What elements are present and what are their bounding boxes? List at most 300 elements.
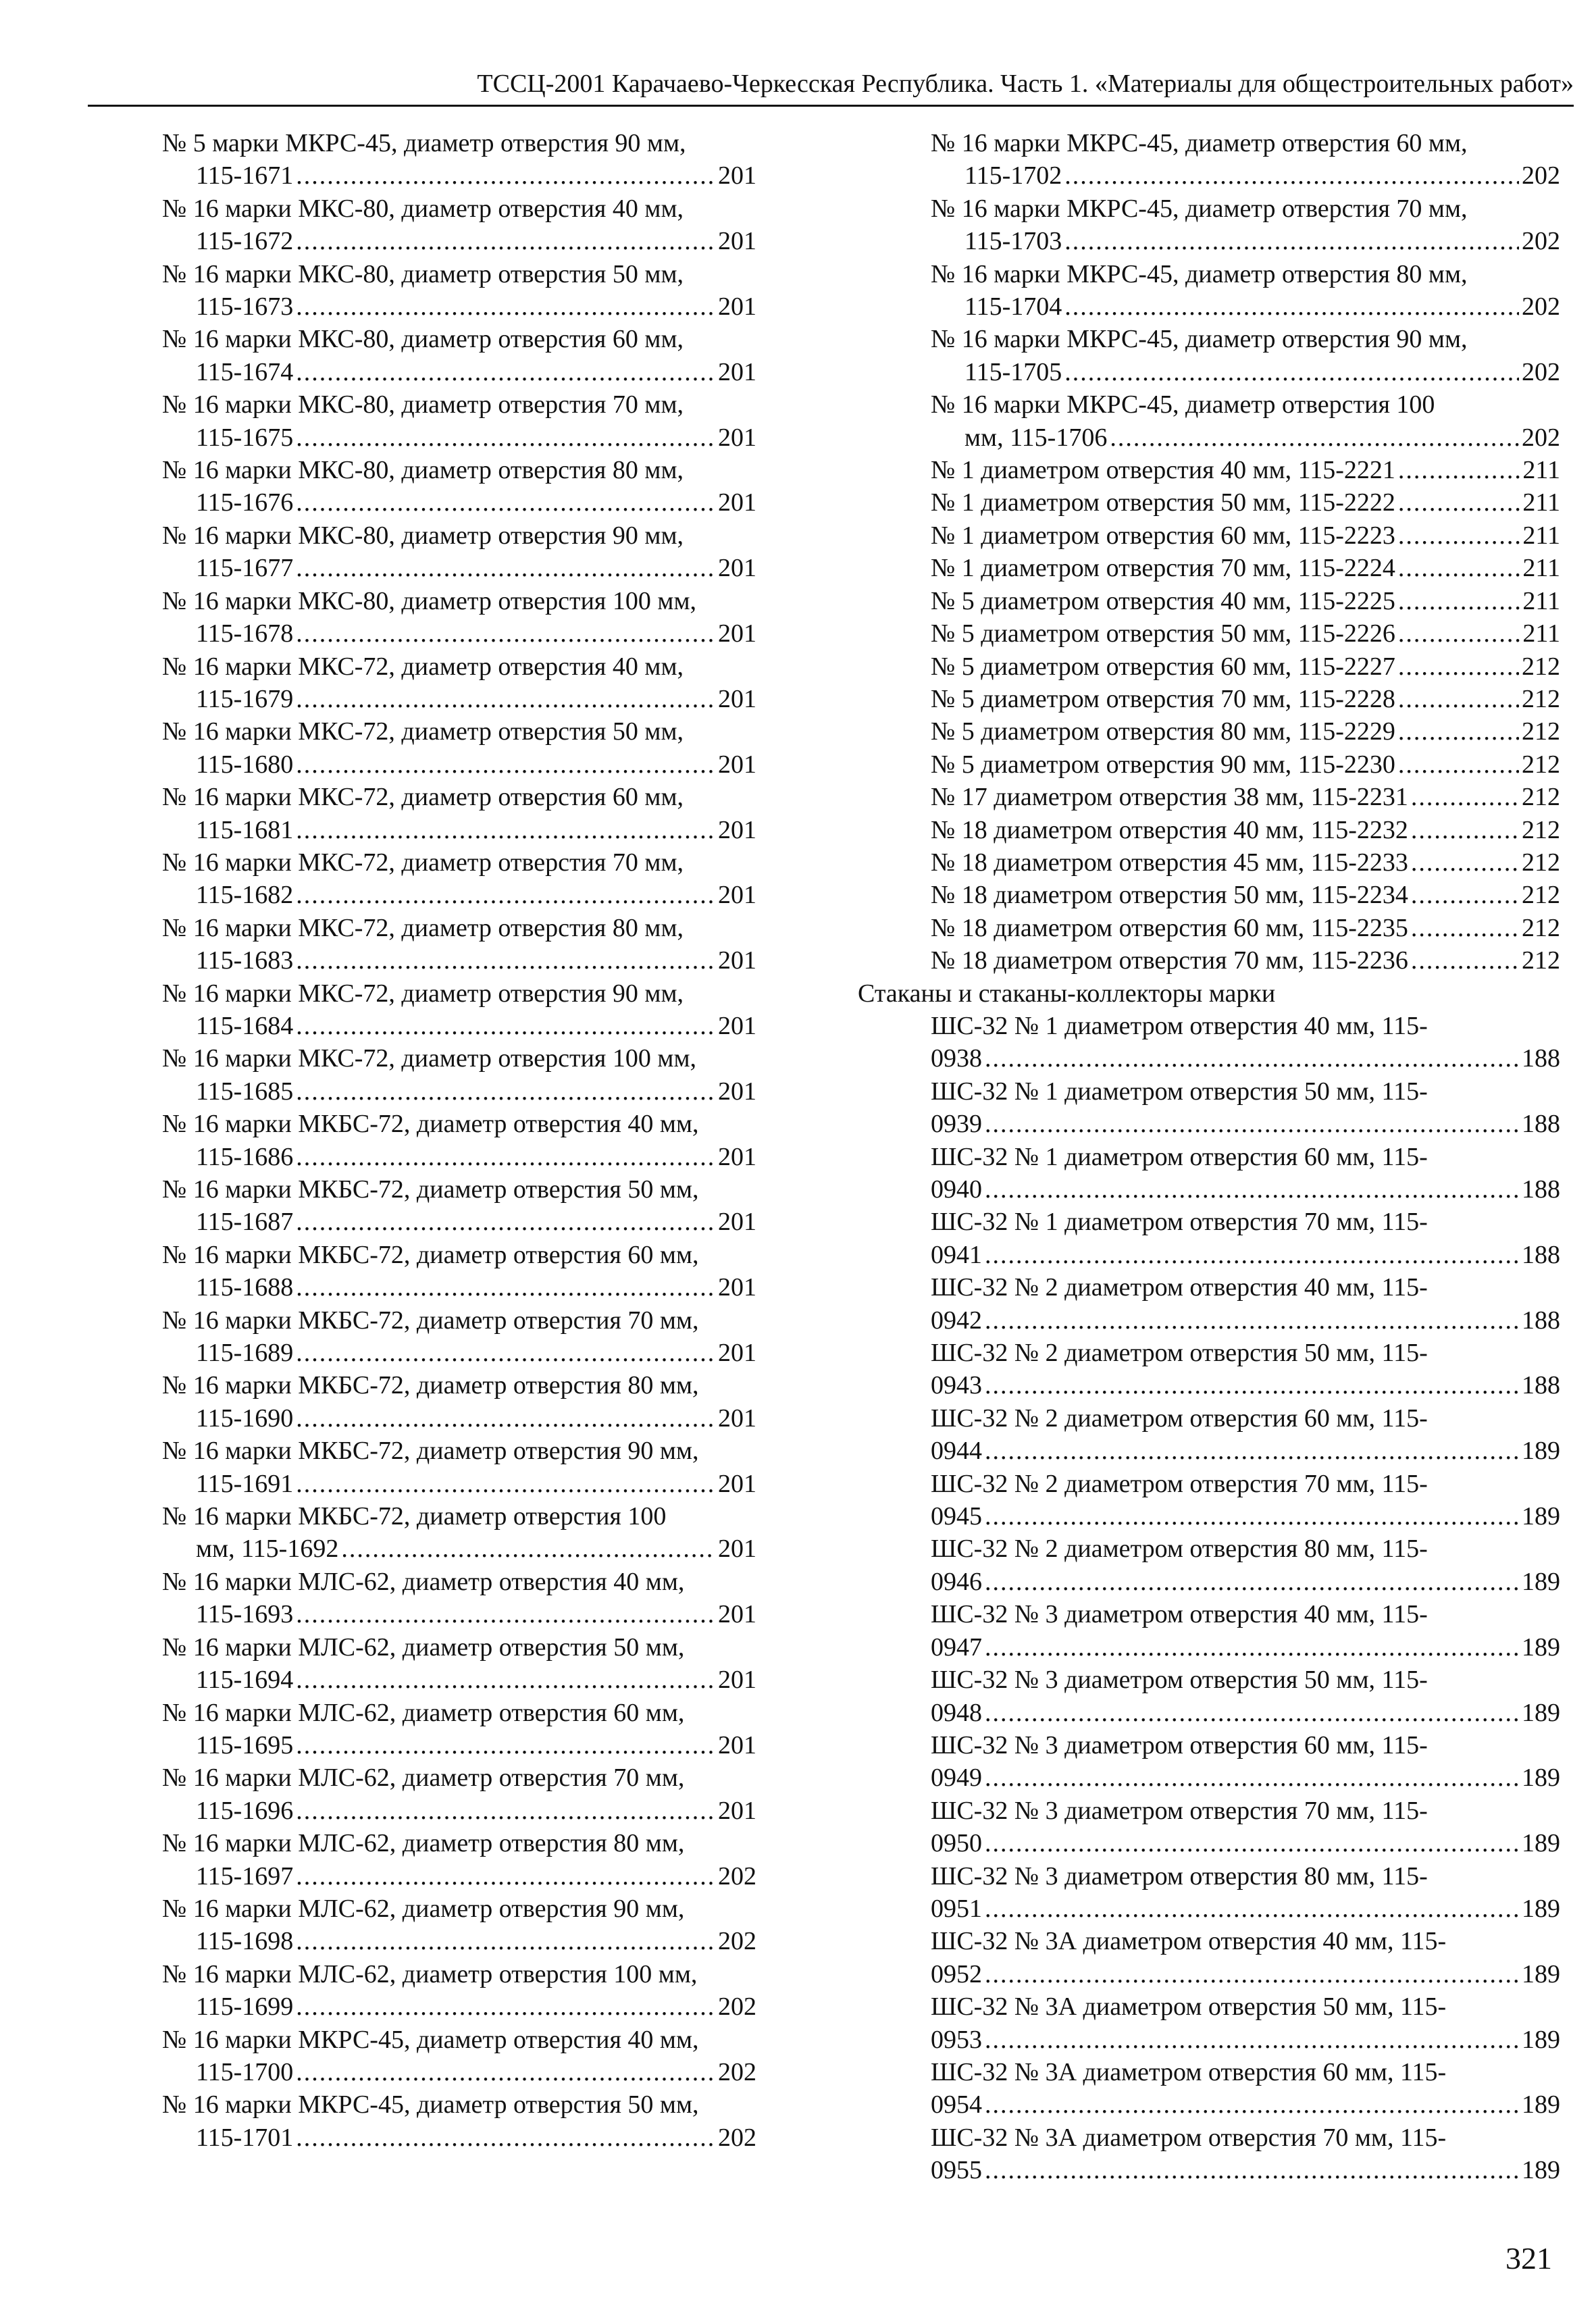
entry-title: № 16 марки МКС-80, диаметр отверстия 90 мм,	[162, 521, 684, 550]
index-entry	[162, 1369, 756, 1435]
entry-text: № 5 диаметром отверстия 50 мм, 115-2226	[931, 619, 1395, 648]
entry-code: 115-1682	[196, 881, 294, 910]
entry-ref-line	[162, 1664, 756, 1696]
index-entry	[162, 1762, 756, 1827]
index-entry	[162, 1108, 756, 1173]
entry-title: № 16 марки МЛС-62, диаметр отверстия 40 мм,	[162, 1567, 685, 1596]
index-entry	[162, 650, 756, 716]
dot-leader	[296, 683, 715, 715]
dot-leader	[296, 2056, 715, 2088]
dot-leader	[1411, 912, 1519, 944]
entry-code: 0953	[931, 2025, 982, 2054]
entry-ref-line	[931, 1958, 1560, 1990]
entry-ref-line	[162, 1141, 756, 1173]
entry-text: № 17 диаметром отверстия 38 мм, 115-2231	[931, 783, 1408, 812]
entry-page: 189	[1522, 1437, 1560, 1466]
entry-title: ШС-32 № 3 диаметром отверстия 70 мм, 115-	[931, 1796, 1428, 1825]
entry-code: 0954	[931, 2090, 982, 2119]
entry-code: 0939	[931, 1110, 982, 1139]
index-entry-single	[931, 585, 1560, 617]
entry-ref-line	[162, 1533, 756, 1565]
entry-page: 189	[1522, 1959, 1560, 1988]
dot-leader	[341, 1533, 715, 1565]
entry-page: 188	[1522, 1175, 1560, 1204]
entry-ref-line	[162, 1990, 756, 2023]
entry-page: 188	[1522, 1240, 1560, 1269]
entry-page: 189	[1522, 2156, 1560, 2185]
entry-code: 115-1679	[196, 684, 294, 713]
index-entry	[931, 1010, 1560, 1075]
index-entry	[162, 192, 756, 258]
entry-title: № 16 марки МКС-80, диаметр отверстия 50 мм,	[162, 259, 684, 288]
entry-page: 201	[718, 1666, 756, 1695]
entry-title: № 16 марки МКРС-45, диаметр отверстия 70 мм,	[931, 194, 1468, 223]
entry-title: ШС-32 № 3 диаметром отверстия 40 мм, 115-	[931, 1600, 1428, 1629]
entry-title: № 16 марки МКРС-45, диаметр отверстия 80 мм,	[931, 259, 1468, 288]
dot-leader	[985, 2024, 1519, 2056]
entry-title: № 16 марки МКС-72, диаметр отверстия 40 мм,	[162, 652, 684, 681]
index-entry	[162, 912, 756, 977]
entry-page: 189	[1522, 1764, 1560, 1793]
index-entry	[162, 1239, 756, 1304]
entry-text: № 5 диаметром отверстия 90 мм, 115-2230	[931, 750, 1395, 779]
index-entry	[162, 1631, 756, 1697]
index-entry	[931, 1402, 1560, 1468]
index-entry	[162, 258, 756, 324]
entry-ref-line	[162, 1795, 756, 1827]
entry-title: ШС-32 № 1 диаметром отверстия 40 мм, 115-	[931, 1011, 1428, 1040]
entry-ref-line	[162, 1598, 756, 1630]
index-entry	[162, 781, 756, 846]
entry-ref-line	[162, 1271, 756, 1304]
index-entry	[931, 1795, 1560, 1860]
dot-leader	[296, 617, 715, 650]
entry-ref-line	[162, 225, 756, 257]
index-entry	[162, 1958, 756, 2024]
entry-ref-line	[162, 1075, 756, 1108]
entry-page: 188	[1522, 1044, 1560, 1073]
dot-leader	[985, 1239, 1519, 1271]
index-entry	[162, 1893, 756, 1958]
entry-code: 115-1703	[964, 227, 1062, 256]
entry-title: ШС-32 № 3 диаметром отверстия 80 мм, 115-	[931, 1861, 1428, 1891]
entry-code: 115-1683	[196, 946, 294, 975]
entry-page: 202	[1522, 161, 1560, 190]
entry-code: 0949	[931, 1764, 982, 1793]
entry-title: ШС-32 № 3А диаметром отверстия 70 мм, 115-	[931, 2123, 1447, 2152]
entry-title: № 16 марки МКБС-72, диаметр отверстия 90 мм,	[162, 1437, 699, 1466]
index-entry	[931, 1075, 1560, 1141]
index-entry-single	[931, 617, 1560, 650]
entry-title: № 16 марки МКС-72, диаметр отверстия 60 мм,	[162, 783, 684, 812]
entry-code: 0946	[931, 1567, 982, 1596]
index-entry	[931, 192, 1560, 258]
entry-code: 115-1694	[196, 1666, 294, 1695]
dot-leader	[985, 1827, 1519, 1859]
entry-title: № 16 марки МЛС-62, диаметр отверстия 90 мм,	[162, 1894, 685, 1923]
entry-ref-line	[931, 2088, 1560, 2121]
entry-code: 115-1697	[196, 1861, 294, 1891]
entry-title: ШС-32 № 1 диаметром отверстия 70 мм, 115-	[931, 1208, 1428, 1237]
entry-page: 212	[1522, 652, 1560, 681]
entry-page: 189	[1522, 2025, 1560, 2054]
entry-ref-line	[931, 1500, 1560, 1533]
entry-title: ШС-32 № 3А диаметром отверстия 50 мм, 115-	[931, 1992, 1447, 2022]
entry-code: 115-1675	[196, 423, 294, 452]
entry-page: 201	[718, 684, 756, 713]
entry-page: 201	[718, 292, 756, 322]
entry-page: 201	[718, 161, 756, 190]
entry-ref-line	[931, 1042, 1560, 1075]
entry-code: 115-1700	[196, 2057, 294, 2086]
entry-code: 115-1686	[196, 1142, 294, 1171]
dot-leader	[985, 1566, 1519, 1598]
index-entry-single	[931, 650, 1560, 683]
index-entry	[931, 1598, 1560, 1664]
entry-title: ШС-32 № 3А диаметром отверстия 40 мм, 115-	[931, 1927, 1447, 1956]
index-entry	[931, 1925, 1560, 1990]
dot-leader	[1398, 683, 1519, 715]
entry-text: № 5 диаметром отверстия 60 мм, 115-2227	[931, 652, 1395, 681]
entry-page: 201	[718, 1469, 756, 1498]
section-entries	[858, 1010, 1560, 2187]
entry-page: 201	[718, 750, 756, 779]
entry-title: ШС-32 № 2 диаметром отверстия 60 мм, 115-	[931, 1404, 1428, 1433]
entry-page: 202	[718, 1861, 756, 1891]
entry-code: 115-1671	[196, 161, 294, 190]
entry-title: № 16 марки МКРС-45, диаметр отверстия 60 мм,	[931, 129, 1468, 157]
entry-ref-line	[931, 290, 1560, 323]
entry-page: 202	[1522, 227, 1560, 256]
entry-page: 211	[1522, 488, 1560, 517]
entry-page: 201	[718, 227, 756, 256]
entry-text: № 18 диаметром отверстия 70 мм, 115-2236	[931, 946, 1408, 975]
entry-title: № 16 марки МКС-80, диаметр отверстия 80 мм,	[162, 456, 684, 485]
entry-title: № 16 марки МКБС-72, диаметр отверстия 40 мм,	[162, 1110, 699, 1139]
entry-ref-line	[162, 421, 756, 454]
entry-page: 201	[718, 946, 756, 975]
dot-leader	[296, 1925, 715, 1957]
entry-ref-line	[162, 1925, 756, 1957]
entry-code: 115-1672	[196, 227, 294, 256]
index-entry	[162, 127, 756, 192]
entry-code: 115-1705	[964, 357, 1062, 386]
dot-leader	[985, 2154, 1519, 2186]
dot-leader	[296, 1075, 715, 1108]
index-entry	[931, 1664, 1560, 1729]
index-entry	[931, 1533, 1560, 1598]
dot-leader	[296, 2122, 715, 2154]
entry-page: 189	[1522, 1502, 1560, 1531]
dot-leader	[985, 1369, 1519, 1402]
index-entry	[931, 127, 1560, 192]
entry-ref-line	[162, 356, 756, 388]
entry-title: № 16 марки МКРС-45, диаметр отверстия 50 мм,	[162, 2090, 699, 2119]
entry-page: 212	[1522, 717, 1560, 746]
index-entry	[162, 2088, 756, 2154]
entry-ref-line	[162, 2056, 756, 2088]
dot-leader	[1411, 846, 1519, 879]
dot-leader	[296, 1729, 715, 1762]
entry-page: 202	[1522, 423, 1560, 452]
entry-page: 211	[1522, 554, 1560, 583]
entry-title: № 16 марки МКБС-72, диаметр отверстия 100	[162, 1502, 667, 1531]
entry-code: 0944	[931, 1437, 982, 1466]
entry-ref-line	[931, 2024, 1560, 2056]
entry-ref-line	[931, 1827, 1560, 1859]
index-entry-single	[931, 781, 1560, 813]
entry-ref-line	[162, 290, 756, 323]
index-entry	[931, 2056, 1560, 2122]
entry-ref-line	[931, 1893, 1560, 1925]
dot-leader	[296, 1795, 715, 1827]
entry-ref-line	[931, 225, 1560, 257]
entry-title: № 16 марки МЛС-62, диаметр отверстия 50 мм,	[162, 1632, 685, 1662]
entry-text: № 1 диаметром отверстия 50 мм, 115-2222	[931, 488, 1395, 517]
dot-leader	[296, 225, 715, 257]
entry-page: 212	[1522, 848, 1560, 877]
entry-ref-line	[931, 1304, 1560, 1337]
entry-page: 202	[718, 2123, 756, 2152]
dot-leader	[1064, 225, 1519, 257]
index-entry-single	[931, 683, 1560, 715]
entry-code: 115-1678	[196, 619, 294, 648]
index-entry-single	[931, 944, 1560, 977]
dot-leader	[1411, 814, 1519, 846]
dot-leader	[985, 1697, 1519, 1729]
entry-ref-line	[931, 421, 1560, 454]
entry-ref-line	[931, 159, 1560, 192]
entry-ref-line	[162, 879, 756, 911]
entry-ref-line	[162, 748, 756, 781]
entry-text: № 18 диаметром отверстия 45 мм, 115-2233	[931, 848, 1408, 877]
index-entry	[162, 1042, 756, 1108]
index-entry	[162, 1697, 756, 1762]
entry-ref-line	[162, 2122, 756, 2154]
entry-code: 0942	[931, 1306, 982, 1335]
entry-page: 201	[718, 554, 756, 583]
entry-text: № 1 диаметром отверстия 40 мм, 115-2221	[931, 456, 1395, 485]
index-entry	[162, 454, 756, 519]
entry-page: 202	[718, 1992, 756, 2022]
entry-page: 211	[1522, 521, 1560, 550]
dot-leader	[296, 1402, 715, 1435]
entry-title: № 16 марки МКС-72, диаметр отверстия 50 мм,	[162, 717, 684, 746]
entry-title: № 16 марки МКБС-72, диаметр отверстия 70 мм,	[162, 1306, 699, 1335]
header-rule	[88, 105, 1574, 107]
index-entry-single	[931, 519, 1560, 552]
entry-page: 201	[718, 1077, 756, 1106]
entry-page: 201	[718, 619, 756, 648]
index-entry	[162, 388, 756, 454]
entry-code: 115-1691	[196, 1469, 294, 1498]
dot-leader	[296, 1206, 715, 1238]
entry-page: 188	[1522, 1371, 1560, 1400]
entry-ref-line	[931, 1108, 1560, 1140]
entry-title: № 16 марки МКС-80, диаметр отверстия 70 мм,	[162, 390, 684, 419]
entry-page: 189	[1522, 1698, 1560, 1727]
entry-code: 115-1685	[196, 1077, 294, 1106]
dot-leader	[296, 1468, 715, 1500]
entry-title: № 16 марки МЛС-62, диаметр отверстия 80 мм,	[162, 1829, 685, 1858]
entry-text: № 5 диаметром отверстия 80 мм, 115-2229	[931, 717, 1395, 746]
index-entry	[162, 323, 756, 388]
entry-page: 202	[718, 1927, 756, 1956]
entry-page: 201	[718, 357, 756, 386]
index-entry	[162, 1304, 756, 1370]
entry-page: 189	[1522, 1632, 1560, 1662]
entry-ref-line	[162, 552, 756, 584]
entry-code: 115-1681	[196, 815, 294, 844]
index-entry	[931, 1206, 1560, 1271]
entry-ref-line	[931, 356, 1560, 388]
entry-page: 202	[1522, 357, 1560, 386]
index-entry	[162, 1173, 756, 1239]
entry-ref-line	[931, 1631, 1560, 1664]
dot-leader	[296, 421, 715, 454]
dot-leader	[1398, 486, 1520, 519]
entry-page: 189	[1522, 1829, 1560, 1858]
entry-code: 115-1695	[196, 1730, 294, 1759]
entry-page: 201	[718, 815, 756, 844]
entry-page: 201	[718, 1796, 756, 1825]
dot-leader	[1411, 944, 1519, 977]
dot-leader	[1398, 715, 1519, 748]
entry-code: 0952	[931, 1959, 982, 1988]
entry-ref-line	[931, 1173, 1560, 1206]
entry-ref-line	[162, 683, 756, 715]
entry-page: 201	[718, 1011, 756, 1040]
entry-page: 211	[1522, 619, 1560, 648]
entry-ref-line	[162, 159, 756, 192]
entry-page: 189	[1522, 1894, 1560, 1923]
entry-title: № 16 марки МЛС-62, диаметр отверстия 70 мм,	[162, 1764, 685, 1793]
dot-leader	[296, 879, 715, 911]
index-entry-single	[931, 454, 1560, 486]
entry-ref-line	[162, 486, 756, 519]
entry-page: 201	[718, 881, 756, 910]
entry-ref-line	[162, 944, 756, 977]
index-entry	[931, 1337, 1560, 1402]
entry-code: 115-1680	[196, 750, 294, 779]
entry-title: ШС-32 № 2 диаметром отверстия 50 мм, 115-	[931, 1339, 1428, 1368]
entry-code: 115-1687	[196, 1208, 294, 1237]
entry-title: ШС-32 № 2 диаметром отверстия 40 мм, 115-	[931, 1273, 1428, 1302]
dot-leader	[1398, 454, 1520, 486]
entry-page: 211	[1522, 586, 1560, 615]
entry-title: № 16 марки МКРС-45, диаметр отверстия 90 мм,	[931, 325, 1468, 354]
dot-leader	[1110, 421, 1519, 454]
entry-title: № 5 марки МКРС-45, диаметр отверстия 90 мм,	[162, 129, 686, 157]
index-entry	[162, 1827, 756, 1893]
entry-code: 0951	[931, 1894, 982, 1923]
entry-ref-line	[162, 1729, 756, 1762]
entry-ref-line	[931, 2154, 1560, 2186]
index-entry	[162, 1500, 756, 1566]
index-entry	[931, 323, 1560, 388]
index-entry	[931, 1271, 1560, 1337]
entry-page: 212	[1522, 750, 1560, 779]
index-entry	[162, 585, 756, 650]
dot-leader	[296, 748, 715, 781]
dot-leader	[985, 1958, 1519, 1990]
entry-code: 115-1676	[196, 488, 294, 517]
entry-code: 0943	[931, 1371, 982, 1400]
dot-leader	[985, 1762, 1519, 1794]
entry-title: № 16 марки МКС-80, диаметр отверстия 100 мм,	[162, 586, 696, 615]
dot-leader	[296, 814, 715, 846]
dot-leader	[1398, 617, 1520, 650]
entry-ref-line	[931, 1369, 1560, 1402]
entry-page: 201	[718, 1404, 756, 1433]
entry-page: 211	[1522, 456, 1560, 485]
dot-leader	[296, 1271, 715, 1304]
entry-page: 201	[718, 1273, 756, 1302]
entry-title: ШС-32 № 1 диаметром отверстия 60 мм, 115-	[931, 1142, 1428, 1171]
dot-leader	[1064, 159, 1519, 192]
entry-text: № 1 диаметром отверстия 60 мм, 115-2223	[931, 521, 1395, 550]
dot-leader	[985, 1500, 1519, 1533]
index-entry	[931, 258, 1560, 324]
index-entry	[162, 1566, 756, 1631]
index-entry	[931, 1468, 1560, 1533]
entry-title: ШС-32 № 2 диаметром отверстия 70 мм, 115-	[931, 1469, 1428, 1498]
dot-leader	[296, 356, 715, 388]
entry-code: мм, 115-1692	[196, 1535, 339, 1564]
dot-leader	[296, 1010, 715, 1042]
entry-title: № 16 марки МКС-80, диаметр отверстия 40 мм,	[162, 194, 684, 223]
entry-ref-line	[162, 1402, 756, 1435]
running-header: ТССЦ-2001 Карачаево-Черкесская Республика. Часть 1. «Материалы для общестроительных работ»	[477, 70, 1574, 98]
entry-code: 115-1704	[964, 292, 1062, 322]
entry-page: 188	[1522, 1306, 1560, 1335]
index-column-left	[162, 127, 756, 2154]
entry-code: 0947	[931, 1632, 982, 1662]
entry-code: 115-1689	[196, 1339, 294, 1368]
dot-leader	[296, 290, 715, 323]
dot-leader	[1064, 290, 1519, 323]
entry-title: ШС-32 № 3 диаметром отверстия 60 мм, 115-	[931, 1730, 1428, 1759]
index-entry-single	[931, 748, 1560, 781]
dot-leader	[296, 486, 715, 519]
entry-title: № 16 марки МКС-80, диаметр отверстия 60 мм,	[162, 325, 684, 354]
entry-code: 0938	[931, 1044, 982, 1073]
index-entry	[931, 2122, 1560, 2187]
entry-title: ШС-32 № 1 диаметром отверстия 50 мм, 115-	[931, 1077, 1428, 1106]
entry-page: 212	[1522, 946, 1560, 975]
index-entry-single	[931, 912, 1560, 944]
entry-code: 115-1677	[196, 554, 294, 583]
entry-code: 115-1684	[196, 1011, 294, 1040]
entry-title: № 16 марки МКРС-45, диаметр отверстия 100	[931, 390, 1435, 419]
index-entry-single	[931, 715, 1560, 748]
dot-leader	[985, 2088, 1519, 2121]
index-entry	[931, 1990, 1560, 2056]
entry-code: 0945	[931, 1502, 982, 1531]
entry-page: 212	[1522, 815, 1560, 844]
dot-leader	[985, 1631, 1519, 1664]
entry-page: 212	[1522, 881, 1560, 910]
entry-text: № 1 диаметром отверстия 70 мм, 115-2224	[931, 554, 1395, 583]
entry-ref-line	[931, 1762, 1560, 1794]
index-entry	[162, 846, 756, 912]
entry-code: 0955	[931, 2156, 982, 2185]
entry-code: 115-1701	[196, 2123, 294, 2152]
entry-page: 201	[718, 1339, 756, 1368]
entry-code: 115-1690	[196, 1404, 294, 1433]
dot-leader	[296, 1990, 715, 2023]
dot-leader	[1064, 356, 1519, 388]
